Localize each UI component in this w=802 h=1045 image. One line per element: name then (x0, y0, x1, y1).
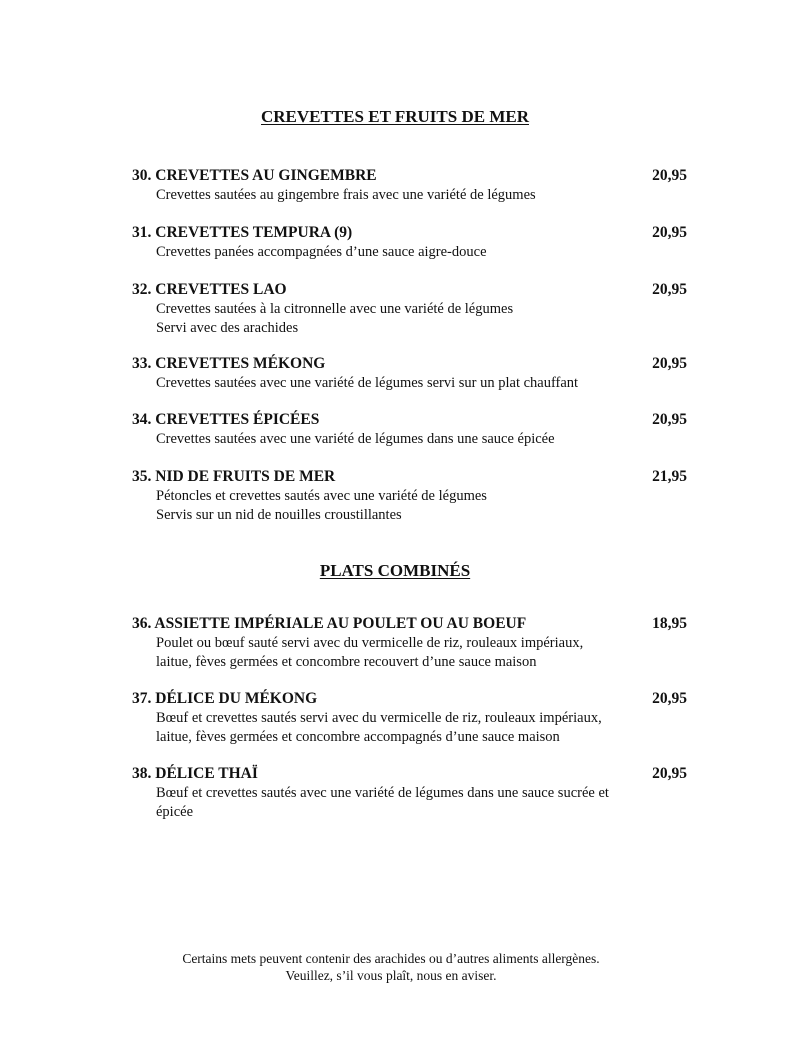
menu-item (132, 765, 692, 821)
item-description (156, 709, 666, 746)
item-name: 35. NID DE FRUITS DE MER (132, 468, 336, 485)
item-description (156, 300, 666, 337)
item-price: 18,95 (652, 615, 687, 632)
item-description-line: Crevettes sautées avec une variété de légumes dans une sauce épicée (156, 431, 555, 447)
item-name: 30. CREVETTES AU GINGEMBRE (132, 167, 377, 184)
item-description (156, 374, 666, 393)
item-description-line: laitue, fèves germées et concombre recouvert d’une sauce maison (156, 653, 537, 670)
item-description-line: Crevettes sautées à la citronnelle avec une variété de légumes (156, 301, 514, 317)
menu-item (132, 411, 692, 449)
item-description-line: Pétoncles et crevettes sautés avec une variété de légumes (156, 488, 487, 504)
section-title-combos: PLATS COMBINÉS (319, 561, 471, 580)
item-name: 33. CREVETTES MÉKONG (132, 355, 326, 372)
item-price: 20,95 (652, 690, 687, 707)
item-description-line: Servi avec des arachides (156, 319, 299, 336)
menu-item (132, 224, 692, 262)
item-description (156, 430, 666, 449)
item-name: 34. CREVETTES ÉPICÉES (132, 411, 320, 428)
item-name: 32. CREVETTES LAO (132, 281, 287, 298)
section-title-seafood: CREVETTES ET FRUITS DE MER (261, 107, 529, 126)
item-description-line: Bœuf et crevettes sautés servi avec du vermicelle de riz, rouleaux impériaux, (156, 710, 602, 726)
item-description (156, 243, 666, 262)
item-name: 38. DÉLICE THAÏ (132, 765, 258, 782)
item-name: 37. DÉLICE DU MÉKONG (132, 690, 318, 707)
item-description (156, 186, 666, 205)
item-description (156, 634, 666, 671)
item-price: 20,95 (652, 224, 687, 241)
item-description (156, 487, 666, 524)
item-description-line: Crevettes sautées avec une variété de légumes servi sur un plat chauffant (156, 375, 579, 391)
allergen-notice (0, 950, 782, 984)
allergen-notice-line: Certains mets peuvent contenir des arachides ou d’autres aliments allergènes. (182, 951, 600, 966)
item-price: 20,95 (652, 281, 687, 298)
item-description (156, 784, 666, 821)
item-description-line: Crevettes panées accompagnées d’une sauce aigre-douce (156, 244, 487, 260)
item-price: 20,95 (652, 411, 687, 428)
item-description-line: Servis sur un nid de nouilles croustillantes (156, 506, 402, 523)
item-name: 31. CREVETTES TEMPURA (9) (132, 224, 353, 241)
item-description-line: laitue, fèves germées et concombre accompagnés d’une sauce maison (156, 728, 560, 745)
item-price: 20,95 (652, 355, 687, 372)
item-description-line: Poulet ou bœuf sauté servi avec du vermicelle de riz, rouleaux impériaux, (156, 635, 584, 651)
menu-item (132, 468, 692, 524)
item-price: 20,95 (652, 765, 687, 782)
menu-item (132, 281, 692, 337)
menu-item (132, 615, 692, 671)
item-description-line: Crevettes sautées au gingembre frais avec une variété de légumes (156, 187, 536, 203)
menu-item (132, 690, 692, 746)
menu-item (132, 355, 692, 393)
menu-item (132, 167, 692, 205)
item-price: 21,95 (652, 468, 687, 485)
item-description-line: Bœuf et crevettes sautés avec une variété de légumes dans une sauce sucrée et (156, 785, 609, 801)
item-price: 20,95 (652, 167, 687, 184)
item-name: 36. ASSIETTE IMPÉRIALE AU POULET OU AU BOEUF (132, 615, 527, 632)
item-description-line: épicée (156, 803, 194, 820)
allergen-notice-line: Veuillez, s’il vous plaît, nous en aviser. (285, 968, 497, 983)
